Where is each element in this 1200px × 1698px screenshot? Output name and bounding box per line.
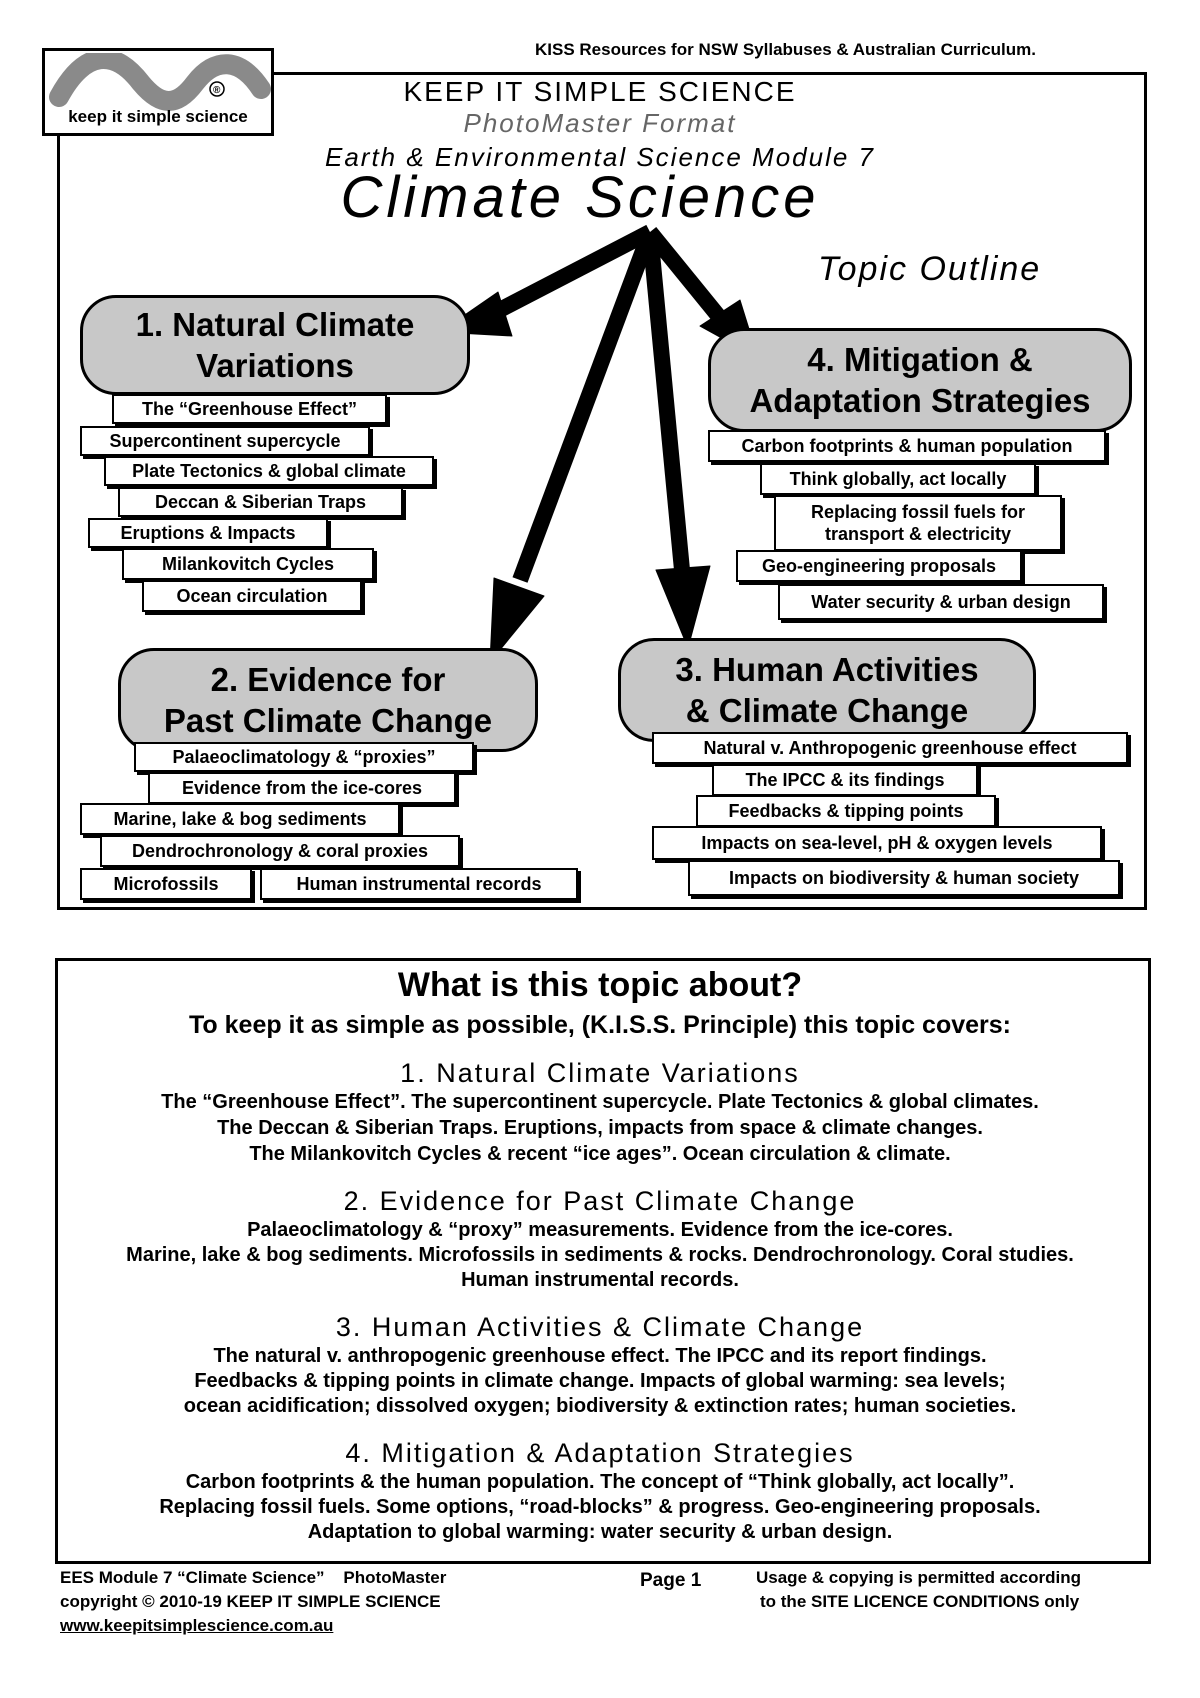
topic-4-item: Water security & urban design	[778, 584, 1104, 620]
topic-4-item-line: Replacing fossil fuels for	[810, 501, 1026, 522]
topic-2-item: Evidence from the ice-cores	[148, 772, 456, 804]
about-subtitle: To keep it as simple as possible, (K.I.S.S. Principle) this topic covers:	[189, 1011, 1011, 1039]
footer-module: EES Module 7 “Climate Science” PhotoMaster	[60, 1568, 447, 1587]
about-section-heading: 3. Human Activities & Climate Change	[335, 1312, 865, 1342]
topic-2-item: Microfossils	[80, 868, 252, 900]
topic-1-item: Deccan & Siberian Traps	[118, 487, 403, 517]
footer-copyright: copyright © 2010-19 KEEP IT SIMPLE SCIENCE	[60, 1592, 441, 1611]
topic-3-item: Natural v. Anthropogenic greenhouse effect	[652, 732, 1128, 764]
about-section-line: The Deccan & Siberian Traps. Eruptions, impacts from space & climate changes.	[217, 1117, 983, 1139]
footer-website-link[interactable]: www.keepitsimplescience.com.au	[60, 1616, 334, 1635]
topic-3-bubble	[618, 638, 1036, 742]
about-section-line: Marine, lake & bog sediments. Microfossils in sediments & rocks. Dendrochronology. Coral studies.	[126, 1244, 1074, 1266]
footer-usage-line2: to the SITE LICENCE CONDITIONS only	[760, 1592, 1080, 1611]
topic-1-item: Eruptions & Impacts	[88, 518, 328, 548]
about-title: What is this topic about?	[397, 966, 803, 1004]
about-section-line: The Milankovitch Cycles & recent “ice ages”. Ocean circulation & climate.	[249, 1143, 951, 1165]
header-credit: KISS Resources for NSW Syllabuses & Australian Curriculum.	[535, 40, 1037, 59]
footer-usage-line1: Usage & copying is permitted according	[756, 1568, 1081, 1587]
topic-2-title-line2: Past Climate Change	[163, 702, 493, 739]
topic-1-bubble	[80, 295, 470, 395]
registered-mark: ®	[213, 85, 221, 96]
about-section-line: ocean acidification; dissolved oxygen; biodiversity & extinction rates; human societies.	[183, 1395, 1017, 1417]
arrowhead-topic-3	[656, 566, 710, 648]
logo-wave-icon	[45, 53, 271, 113]
topic-3-item: The IPCC & its findings	[712, 764, 978, 796]
topic-4-item: Carbon footprints & human population	[708, 430, 1106, 462]
topic-2-bubble	[118, 648, 538, 752]
topic-1-item: Milankovitch Cycles	[122, 548, 374, 580]
about-section-line: Replacing fossil fuels. Some options, “road-blocks” & progress. Geo-engineering proposals.	[159, 1496, 1041, 1518]
module-heading: Earth & Environmental Science Module 7	[324, 142, 876, 172]
page-title: Climate Science	[340, 165, 820, 230]
logo	[42, 48, 274, 136]
about-section-line: Human instrumental records.	[461, 1269, 739, 1291]
about-section-line: Palaeoclimatology & “proxy” measurements. Evidence from the ice-cores.	[247, 1219, 953, 1241]
topic-4-title-line1: 4. Mitigation &	[807, 340, 1033, 378]
logo-text: keep it simple science	[68, 107, 248, 126]
about-section-line: Adaptation to global warming: water security & urban design.	[307, 1521, 893, 1543]
about-section-line: The “Greenhouse Effect”. The supercontinent supercycle. Plate Tectonics & global climates.	[161, 1091, 1039, 1113]
topic-3-title-line2: & Climate Change	[685, 692, 969, 729]
topic-4-item-line: transport & electricity	[824, 524, 1012, 544]
topic-3-item: Impacts on biodiversity & human society	[688, 860, 1120, 896]
topic-1-item: Supercontinent supercycle	[80, 426, 370, 456]
topic-4-item: Geo-engineering proposals	[736, 550, 1022, 582]
topic-2-item: Marine, lake & bog sediments	[80, 803, 400, 835]
arrow-to-topic-3	[650, 232, 682, 570]
topic-1-title-line1: 1. Natural Climate	[135, 305, 415, 343]
about-section-heading: 4. Mitigation & Adaptation Strategies	[345, 1438, 855, 1468]
topic-2-item: Palaeoclimatology & “proxies”	[134, 742, 474, 772]
topic-1-title-line2: Variations	[196, 347, 354, 384]
topic-3-item: Feedbacks & tipping points	[696, 795, 996, 827]
page-number: Page 1	[640, 1570, 702, 1591]
topic-1-item: Plate Tectonics & global climate	[104, 456, 434, 486]
topic-1-item: The “Greenhouse Effect”	[112, 394, 387, 424]
topic-outline-label: Topic Outline	[818, 250, 1042, 288]
topic-2-title-line1: 2. Evidence for	[210, 660, 446, 698]
topic-4-title-line2: Adaptation Strategies	[749, 382, 1091, 419]
topic-4-item	[774, 495, 1062, 551]
about-section-line: Feedbacks & tipping points in climate change. Impacts of global warming: sea levels;	[194, 1370, 1006, 1392]
about-section-heading: 2. Evidence for Past Climate Change	[343, 1186, 857, 1216]
topic-2-item: Dendrochronology & coral proxies	[100, 835, 460, 867]
topic-2-item: Human instrumental records	[260, 868, 578, 900]
topic-3-title-line1: 3. Human Activities	[675, 650, 979, 688]
about-section-line: Carbon footprints & the human population. The concept of “Think globally, act locally”.	[185, 1471, 1015, 1493]
brand-heading: KEEP IT SIMPLE SCIENCE	[403, 76, 797, 107]
topic-1-item: Ocean circulation	[142, 580, 362, 612]
format-heading: PhotoMaster Format	[463, 108, 737, 138]
about-section-heading: 1. Natural Climate Variations	[400, 1058, 800, 1088]
about-section-line: The natural v. anthropogenic greenhouse effect. The IPCC and its report findings.	[213, 1345, 987, 1367]
topic-4-item: Think globally, act locally	[760, 463, 1036, 495]
topic-4-bubble	[708, 328, 1132, 432]
topic-3-item: Impacts on sea-level, pH & oxygen levels	[652, 826, 1102, 860]
